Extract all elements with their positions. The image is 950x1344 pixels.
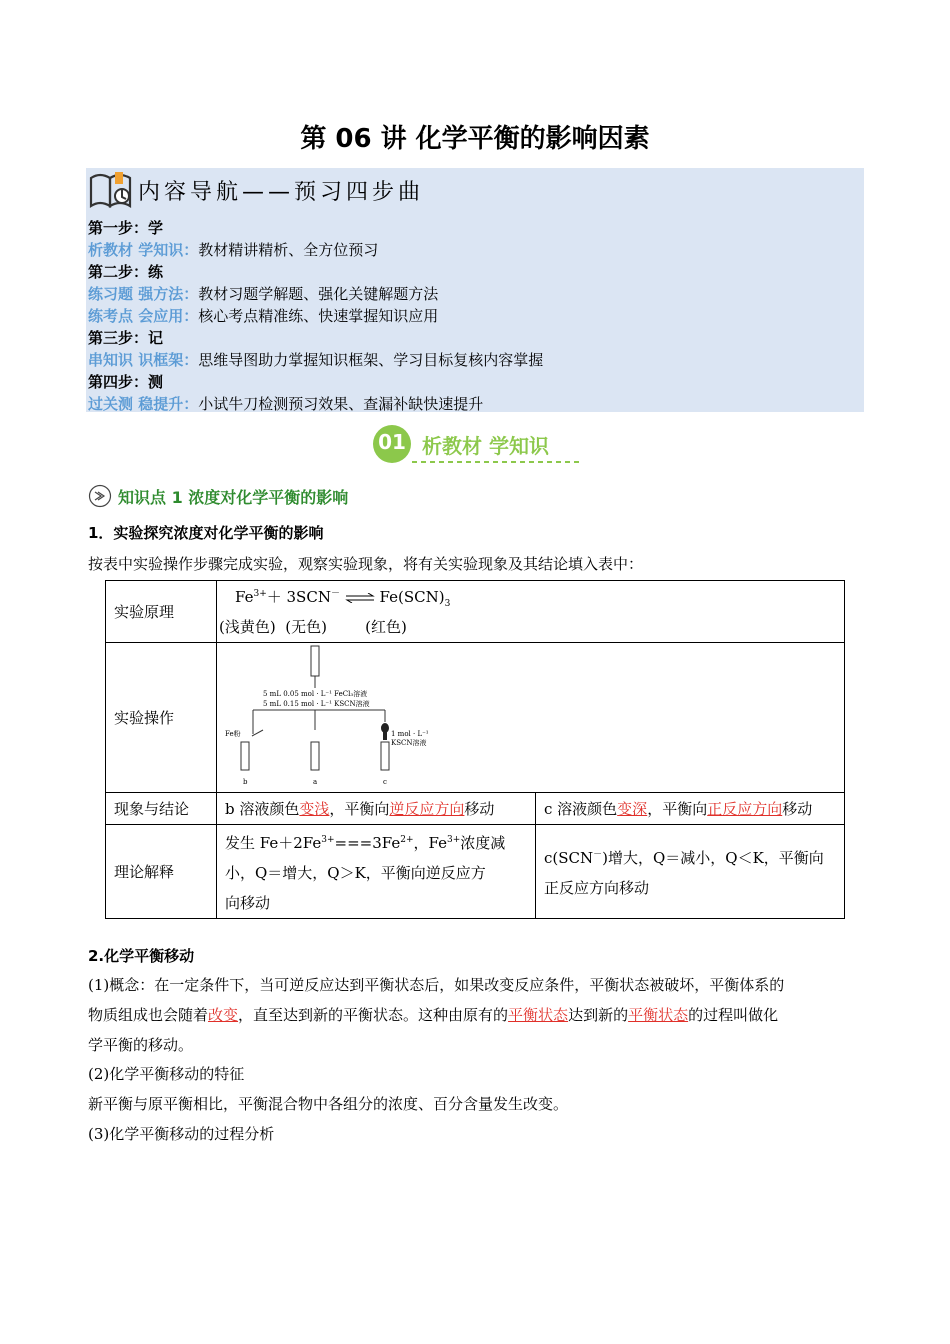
explanation-c: c(SCN－)增大，Q＝减小，Q＜K，平衡向 正反应方向移动 (536, 825, 845, 919)
table-row (106, 825, 845, 919)
reaction-equation: $Fe^{3+}+ 3SCN^-$ $Fe(SCN)_3$ (235, 587, 451, 609)
section-number: 01 (378, 430, 406, 454)
page-title: 第 06 讲 化学平衡的影响因素 (300, 124, 650, 154)
nav-step-3: 第三步：记 (88, 329, 164, 347)
nav-line-1: 析教材 学知识：教材精讲精析、全方位预习 (88, 241, 379, 259)
test-tube-top (311, 646, 319, 676)
tube-label-c: c (383, 777, 387, 786)
nav-line-5: 过关测 稳提升：小试牛刀检测预习效果、查漏补缺快速提升 (88, 395, 484, 413)
reaction-colors: (浅黄色) (无色) (红色) (219, 617, 407, 636)
table-row (106, 581, 845, 643)
test-tube-a (311, 742, 319, 770)
paragraph-4: (3)化学平衡移动的过程分析 (88, 1125, 275, 1143)
nav-line-3: 练考点 会应用：核心考点精准练、快速掌握知识应用 (88, 307, 439, 325)
fig-label-2: 5 mL 0.15 mol · L⁻¹ KSCN溶液 (263, 699, 370, 708)
row-label: 实验操作 (106, 643, 217, 793)
row-label: 实验原理 (106, 581, 217, 643)
result-c: c 溶液颜色变深，平衡向正反应方向移动 (536, 793, 845, 825)
experiment-table (105, 580, 845, 919)
concept-paragraph: (1)概念：在一定条件下，当可逆反应达到平衡状态后，如果改变反应条件，平衡状态被破坏，平衡体系的 物质组成也会随着改变，直至达到新的平衡状态。这种由原有的平衡状态达到新的平衡状态的过程叫做化 学平衡的移动。 (88, 976, 785, 1054)
table-row (106, 793, 845, 825)
heading-1: 1．实验探究浓度对化学平衡的影响 (88, 524, 324, 542)
result-b: b 溶液颜色变浅，平衡向逆反应方向移动 (217, 793, 536, 825)
row-label: 理论解释 (106, 825, 217, 919)
equilibrium-arrow-icon (345, 593, 375, 603)
tube-label-b: b (243, 777, 248, 786)
fig-label-1: 5 mL 0.05 mol · L⁻¹ FeCl₃溶液 (263, 689, 368, 698)
intro-text: 按表中实验操作步骤完成实验，观察实验现象，将有关实验现象及其结论填入表中： (88, 555, 644, 573)
nav-step-4: 第四步：测 (88, 373, 164, 391)
paragraph-2: (2)化学平衡移动的特征 (88, 1065, 245, 1083)
dropper (381, 723, 389, 733)
explanation-b: 发生 $Fe+2Fe^{3+}===3Fe^{2+}$，$Fe^{3+}$浓度减 小，Q＝增大，Q＞K，平衡向逆反应方 向移动 (217, 825, 536, 919)
fe-powder-label: Fe粉 (225, 729, 241, 738)
tube-label-a: a (313, 777, 318, 786)
experiment-diagram (219, 644, 439, 792)
book-icon (88, 170, 134, 210)
experiment-figure-cell (217, 643, 845, 793)
kscn-label-2: KSCN溶液 (391, 738, 427, 747)
table-row (106, 643, 845, 793)
paragraph-3: 新平衡与原平衡相比，平衡混合物中各组分的浓度、百分含量发生改变。 (88, 1095, 569, 1113)
kscn-label-1: 1 mol · L⁻¹ (391, 729, 429, 738)
section-label: 析教材 学知识 (422, 434, 549, 458)
nav-line-4: 串知识 识框架：思维导图助力掌握知识框架、学习目标复核内容掌握 (88, 351, 544, 369)
test-tube-c (381, 742, 389, 770)
section-badge (372, 424, 584, 466)
nav-heading (88, 170, 424, 210)
nav-step-2: 第二步：练 (88, 263, 164, 281)
reaction-cell (217, 581, 845, 643)
heading-2: 2.化学平衡移动 (88, 947, 195, 965)
nav-line-2: 练习题 强方法：教材习题学解题、强化关键解题方法 (88, 285, 439, 303)
nav-step-1: 第一步：学 (88, 219, 164, 237)
row-label: 现象与结论 (106, 793, 217, 825)
knowledge-point-heading: 知识点 1 浓度对化学平衡的影响 (88, 484, 348, 508)
test-tube-b (241, 742, 249, 770)
arrow-circle-icon (88, 484, 112, 508)
nav-heading-text: 内容导航——预习四步曲 (138, 179, 425, 205)
